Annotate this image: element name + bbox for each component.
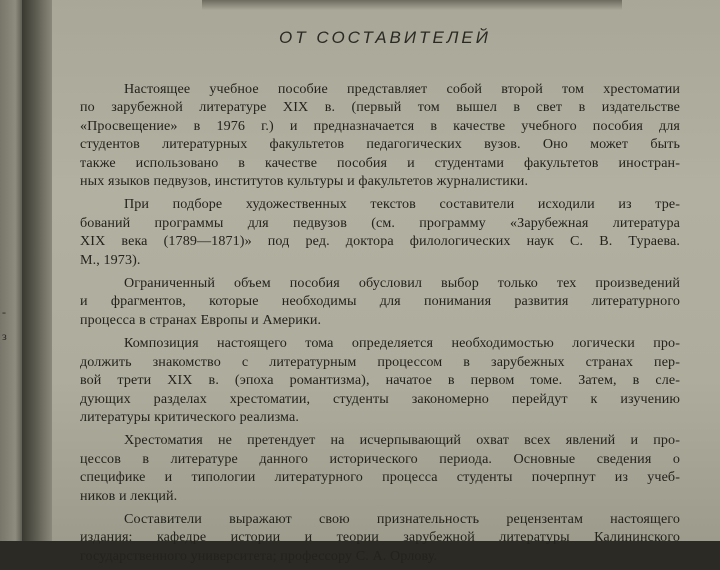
- text-line: Составители выражают свою признательность рецензентам настоящего: [124, 510, 680, 527]
- text-line: М., 1973).: [80, 251, 141, 268]
- text-line: процесса в странах Европы и Америки.: [80, 311, 322, 328]
- left-margin-marks: [2, 300, 7, 348]
- text-line: дующих разделах хрестоматии, студенты закономерно перейдут к изучению: [80, 390, 680, 407]
- page-content: [80, 28, 680, 570]
- text-line: Композиция настоящего тома определяется необходимостью логически про-: [124, 335, 680, 352]
- text-line: должить знакомство с литературным процессом в зарубежных странах пер-: [80, 353, 680, 370]
- text-line: ников и лекций.: [80, 487, 178, 504]
- text-line: специфике и типологии литературного процесса студенты почерпнут из учеб-: [80, 469, 680, 486]
- body-text: [80, 80, 680, 565]
- text-line: издания: кафедре истории и теории зарубежной литературы Калининского: [80, 529, 680, 546]
- left-mark: з: [2, 329, 7, 343]
- paragraph: [80, 195, 680, 269]
- page-top-shadow: [202, 0, 622, 10]
- text-line: Хрестоматия не претендует на исчерпывающий охват всех явлений и про-: [124, 432, 680, 449]
- text-line: по зарубежной литературе XIX в. (первый том вышел в свет в издательстве: [80, 99, 680, 116]
- left-page-edge: [0, 0, 22, 541]
- paragraph: [80, 274, 680, 329]
- text-line: цессов в литературе данного исторического периода. Основные сведения о: [80, 450, 680, 467]
- text-line: студентов литературных факультетов педагогических вузов. Оно может быть: [80, 136, 680, 153]
- paragraph: [80, 80, 680, 190]
- text-line: и фрагментов, которые необходимы для понимания развития литературного: [80, 293, 680, 310]
- text-line: ных языков педвузов, институтов культуры и факультетов журналистики.: [80, 173, 529, 190]
- text-line: Ограниченный объем пособия обусловил выбор только тех произведений: [124, 275, 680, 292]
- text-line: бований программы для педвузов (см. программу «Зарубежная литература: [80, 214, 680, 231]
- text-line: также использовано в качестве пособия и студентами факультетов иностран-: [80, 154, 680, 171]
- page-title: ОТ СОСТАВИТЕЛЕЙ: [279, 28, 491, 47]
- book-gutter: [22, 0, 52, 541]
- paragraph: [80, 510, 680, 565]
- paragraph: [80, 431, 680, 505]
- paragraph: [80, 334, 680, 426]
- text-line: государственного университета; профессору С. А. Орлову.: [80, 547, 438, 564]
- text-line: Настоящее учебное пособие представляет собой второй том хрестоматии: [124, 81, 680, 97]
- text-line: «Просвещение» в 1976 г.) и предназначается в качестве учебного пособия для: [80, 117, 680, 134]
- left-mark: -: [2, 305, 6, 319]
- text-line: вой трети XIX в. (эпоха романтизма), начатое в первом томе. Затем, в сле-: [80, 372, 680, 389]
- text-line: При подборе художественных текстов составители исходили из тре-: [124, 196, 680, 213]
- text-line: литературы критического реализма.: [80, 408, 299, 425]
- text-line: XIX века (1789—1871)» под ред. доктора филологических наук С. В. Тураева.: [80, 233, 680, 250]
